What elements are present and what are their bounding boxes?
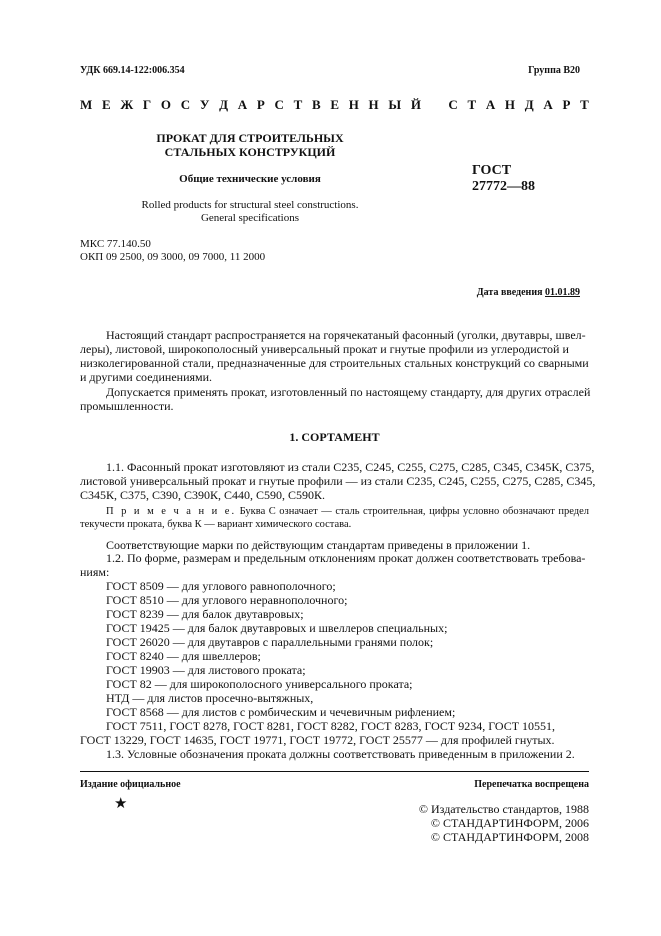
- banner-letter: О: [160, 97, 172, 112]
- reprint-prohibited-label: Перепечатка воспрещена: [474, 779, 589, 790]
- banner-letter: Е: [330, 97, 339, 112]
- title-line-1: ПРОКАТ ДЛЯ СТРОИТЕЛЬНЫХ: [156, 131, 344, 145]
- standard-item: ГОСТ 8240 — для швеллеров;: [106, 649, 261, 663]
- standard-item: ГОСТ 82 — для широкополосного универсального проката;: [106, 677, 413, 691]
- banner-letter: Д: [524, 97, 534, 112]
- standard-item: ГОСТ 8239 — для балок двутавровых;: [106, 607, 304, 621]
- interstate-standard-banner: [80, 97, 589, 113]
- english-title-line-1: Rolled products for structural steel constructions.: [141, 199, 359, 211]
- banner-letter: Й: [410, 97, 421, 112]
- standard-item: ГОСТ 8510 — для углового неравнополочного;: [106, 593, 348, 607]
- banner-letter: Д: [219, 97, 229, 112]
- intro-paragraph-1: [80, 328, 589, 384]
- bent-profiles-standards: [80, 719, 589, 747]
- text-line: 1.3. Условные обозначения проката должны соответствовать приведенным в приложении 2.: [106, 747, 575, 761]
- standard-item: ГОСТ 8509 — для углового равнополочного;: [106, 579, 336, 593]
- date-label: Дата введения: [476, 287, 543, 298]
- note-text-line-2: проката, буква К — вариант химического состава.: [127, 519, 352, 530]
- text-line: промышленности.: [80, 399, 174, 413]
- banner-letter: С: [448, 97, 458, 112]
- standard-item: ГОСТ 19903 — для листового проката;: [106, 663, 306, 677]
- banner-letter: Т: [580, 97, 589, 112]
- document-title: [120, 131, 380, 159]
- copyright-line: © СТАНДАРТИНФОРМ, 2006: [430, 816, 589, 830]
- introduction-date: [477, 287, 580, 299]
- standard-item: ГОСТ 26020 — для двутавров с параллельными гранями полок;: [106, 635, 434, 649]
- section-heading: 1. СОРТАМЕНТ: [289, 430, 380, 444]
- date-value: 01.01.89: [545, 287, 580, 298]
- banner-letter: Ы: [388, 97, 402, 112]
- banner-letter: А: [237, 97, 248, 112]
- gost-number: 27772—88: [472, 179, 535, 194]
- standard-item: НТД — для листов просечно-вытяжных,: [106, 691, 314, 705]
- text-line: Допускается применять прокат, изготовленный по настоящему стандарту, для других отраслей: [106, 385, 591, 399]
- note: [80, 505, 589, 531]
- banner-letter: Т: [467, 97, 477, 112]
- banner-letter: У: [199, 97, 210, 112]
- text-line: Настоящий стандарт распространяется на горячекатаный фасонный (уголки, двутавры, швел-: [106, 328, 586, 342]
- text-line: ГОСТ 7511, ГОСТ 8278, ГОСТ 8281, ГОСТ 8282, ГОСТ 8283, ГОСТ 9234, ГОСТ 10551,: [106, 719, 556, 733]
- banner-letter: В: [311, 97, 321, 112]
- banner-letter: Н: [368, 97, 379, 112]
- mks-code: МКС 77.140.50: [80, 238, 151, 250]
- banner-letter: С: [180, 97, 191, 112]
- banner-letter: А: [543, 97, 553, 112]
- official-edition-label: Издание официальное: [80, 779, 181, 790]
- gost-label: ГОСТ: [472, 163, 512, 178]
- banner-letter: А: [485, 97, 496, 112]
- gost-designation: [472, 163, 535, 195]
- okp-code: ОКП 09 2500, 09 3000, 09 7000, 11 2000: [80, 251, 266, 263]
- standards-list: [106, 579, 455, 719]
- standard-item: ГОСТ 19425 — для балок двутавровых и швеллеров специальных;: [106, 621, 448, 635]
- note-text-line-1: Буква С означает — сталь строительная, цифры условно обозначают предел текучести: [80, 506, 589, 530]
- text-line: и другими соединениями.: [80, 370, 213, 384]
- banner-letter: Т: [293, 97, 303, 112]
- english-title-line-2: General specifications: [200, 212, 300, 224]
- banner-word-gap: [431, 97, 439, 113]
- banner-letter: Е: [101, 97, 111, 112]
- banner-letter: Н: [504, 97, 516, 112]
- banner-letter: Р: [256, 97, 265, 112]
- banner-letter: М: [80, 97, 93, 112]
- banner-letter: С: [274, 97, 284, 112]
- group-code: Группа В20: [528, 65, 580, 76]
- text-line: С345К, С375, С390, С390К, С440, С590, С590К.: [80, 488, 326, 502]
- document-subtitle: Общие технические условия: [179, 173, 321, 185]
- text-line: 1.1. Фасонный прокат изготовляют из стали С235, С245, С255, С275, С285, С345, С345К, С375,: [106, 460, 595, 474]
- text-line: листовой универсальный прокат и гнутые профили — из стали С235, С245, С255, С275, С285, С345,: [80, 474, 596, 488]
- standard-item: ГОСТ 8568 — для листов с ромбическим и чечевичным рифлением;: [106, 705, 456, 719]
- footer-divider: [80, 771, 589, 772]
- banner-letter: Г: [142, 97, 152, 112]
- copyright-line: © Издательство стандартов, 1988: [418, 802, 589, 816]
- banner-letter: Н: [348, 97, 359, 112]
- note-label: П р и м е ч а н и е.: [106, 506, 237, 517]
- english-title: [120, 199, 380, 225]
- clause-1-1: [80, 460, 596, 502]
- banner-letter: Р: [562, 97, 571, 112]
- title-line-2: СТАЛЬНЫХ КОНСТРУКЦИЙ: [164, 145, 336, 159]
- intro-paragraph-2: [80, 385, 589, 413]
- text-line: леры), листовой, широкополосный универсальный прокат и гнутые профили из углеродистой и: [80, 342, 569, 356]
- banner-letter: Ж: [120, 97, 134, 112]
- copyright-line: © СТАНДАРТИНФОРМ, 2008: [430, 830, 589, 844]
- text-line: Соответствующие марки по действующим стандартам приведены в приложении 1.: [106, 538, 531, 552]
- marks-paragraph: [80, 538, 589, 552]
- text-line: ниям:: [80, 565, 110, 579]
- text-line: ГОСТ 13229, ГОСТ 14635, ГОСТ 19771, ГОСТ 19772, ГОСТ 25577 — для профилей гнутых.: [80, 733, 555, 747]
- text-line: 1.2. По форме, размерам и предельным отклонениям прокат должен соответствовать требова-: [106, 551, 586, 565]
- clause-1-2: [80, 551, 589, 579]
- star-icon: ★: [114, 796, 128, 812]
- text-line: низколегированной стали, предназначенные для строительных стальных конструкций со сварными: [80, 356, 589, 370]
- udc-code: УДК 669.14-122:006.354: [80, 65, 185, 76]
- copyright-block: [419, 802, 589, 844]
- clause-1-3: [80, 747, 589, 761]
